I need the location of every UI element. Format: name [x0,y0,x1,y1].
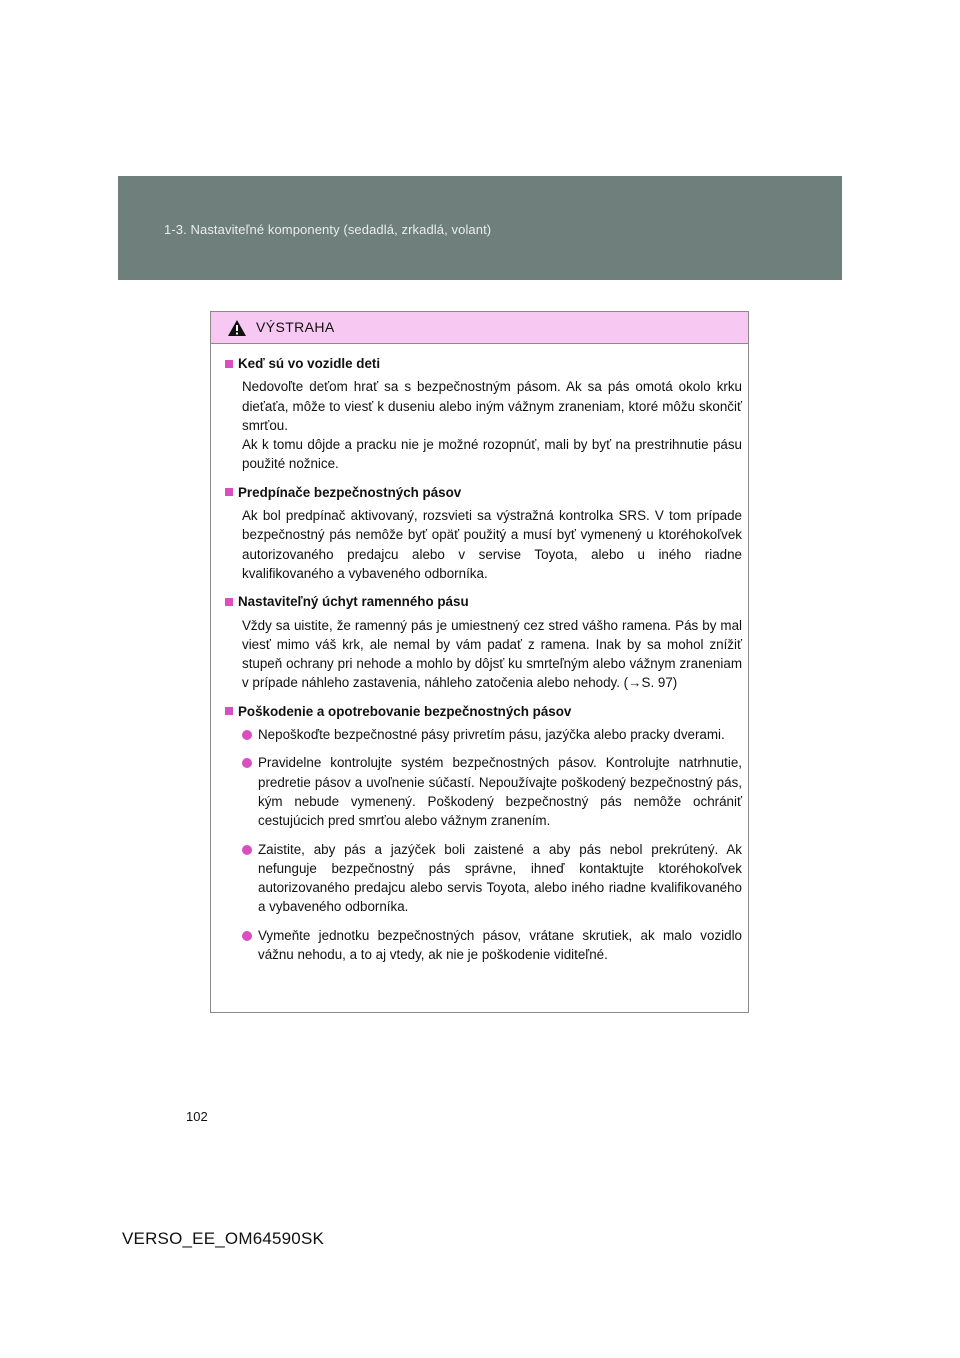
warning-triangle-icon [227,319,247,337]
section-paragraph: Ak bol predpínač aktivovaný, rozsvieti sa výstražná kontrolka SRS. V tom prípade bezpečnostný pás nemôže byť opäť použitý a musí byť vymenený u ktoréhokoľvek autorizovaného predajcu alebo v servise Toyota, alebo u iného riadne kvalifikovaného a vybaveného odborníka. [242,508,742,581]
section-title: Keď sú vo vozidle deti [238,356,381,371]
chapter-title: 1-3. Nastaviteľné komponenty (sedadlá, zrkadlá, volant) [164,222,492,237]
document-code: VERSO_EE_OM64590SK [122,1229,325,1248]
round-bullet-icon [242,845,252,855]
section-title: Nastaviteľný úchyt ramenného pásu [238,594,469,610]
square-bullet-icon [225,707,233,715]
section-children [225,354,742,474]
round-bullet-icon [242,758,252,768]
bullet-item [225,753,742,830]
round-bullet-icon [242,931,252,941]
bullet-text: Vymeňte jednotku bezpečnostných pásov, vrátane skrutiek, ak malo vozidlo vážnu nehodu, a to aj vtedy, ak nie je poškodenie viditeľné. [258,927,742,963]
warning-box [210,311,749,1013]
bullet-text: Nepoškoďte bezpečnostné pásy privretím pásu, jazýčka alebo pracky dverami. [258,727,725,743]
warning-header [211,312,748,344]
round-bullet-icon [242,730,252,740]
section-shoulder-anchor [225,592,742,692]
chapter-header-band [118,176,842,280]
bullet-item [225,926,742,965]
page-number: 102 [186,1109,208,1124]
section-paragraph: Vždy sa uistite, že ramenný pás je umiestnený cez stred vášho ramena. Pás by mal viesť mimo váš krk, ale nemal by vám padať z ramena. Inak by sa mohol znížiť stupeň ochrany pri nehode a mohlo by dôjsť ku smrteľným alebo vážnym zraneniam v prípade náhleho zastavenia, náhleho zatočenia alebo nehody. (→S. 97) [242,617,742,691]
section-title: Poškodenie a opotrebovanie bezpečnostných pásov [238,703,572,719]
section-damage [225,702,742,965]
section-title: Predpínače bezpečnostných pásov [238,484,462,500]
square-bullet-icon [225,598,233,606]
bullet-item [225,725,742,744]
warning-body [211,344,748,964]
square-bullet-icon [225,488,233,496]
square-bullet-icon [225,360,233,368]
warning-title: VÝSTRAHA [256,319,335,335]
bullet-text: Pravidelne kontrolujte systém bezpečnostných pásov. Kontrolujte natrhnutie, predretie pásov a uvoľnenie súčastí. Nepoužívajte poškodený bezpečnostný pás, kým nebude vymenený. Poškodený bezpečnostný pás nemôže ochrániť cestujúcich pred smrťou alebo vážnym zranením. [258,755,742,829]
section-paragraph: Nedovoľte deťom hrať sa s bezpečnostným pásom. Ak sa pás omotá okolo krku dieťaťa, môže to viesť k duseniu alebo iným vážnym zraneniam, ktoré môžu skončiť smrťou. [242,379,742,433]
section-pretensioners [225,483,742,583]
bullet-item [225,840,742,917]
section-paragraph: Ak k tomu dôjde a pracku nie je možné rozopnúť, mali by byť na prestrihnutie pásu použité nožnice. [242,437,742,472]
bullet-text: Zaistite, aby pás a jazýček boli zaistené a aby pás nebol prekrútený. Ak nefunguje bezpečnostný pás správne, ihneď kontaktujte ktoréhokoľvek autorizovaného predajcu alebo servis Toyota, alebo iného riadne kvalifikovaného a vybaveného odborníka. [258,841,742,915]
